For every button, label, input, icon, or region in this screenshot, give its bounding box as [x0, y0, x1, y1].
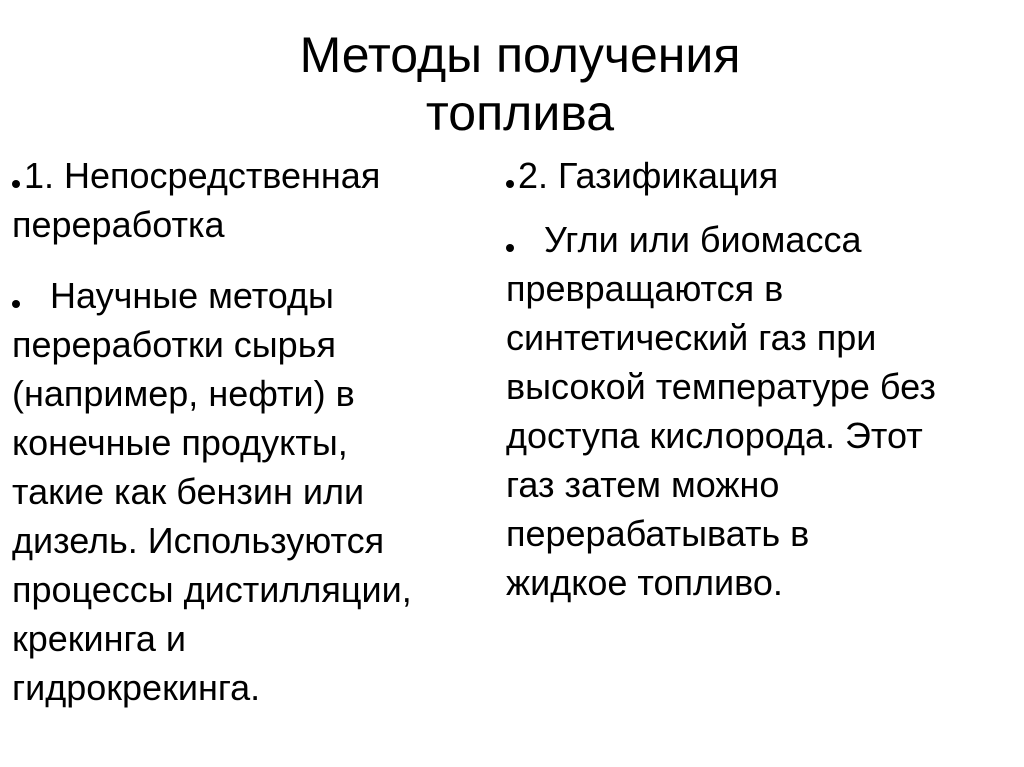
left-description-line: конечные продукты, [12, 422, 348, 463]
bullet-icon [12, 180, 20, 188]
right-heading-line-1: 2. Газификация [518, 155, 779, 196]
slide-title [180, 26, 860, 142]
left-description-line: гидрокрекинга. [12, 667, 261, 708]
right-description-line: доступа кислорода. Этот [506, 415, 923, 456]
right-description-line: газ затем можно [506, 464, 780, 505]
right-description [506, 215, 1021, 607]
left-description [12, 271, 512, 712]
left-heading [12, 151, 512, 249]
bullet-icon [12, 300, 20, 308]
left-description-line: (например, нефти) в [12, 373, 355, 414]
right-description-line: перерабатывать в [506, 513, 810, 554]
bullet-icon [506, 244, 514, 252]
right-column [506, 151, 1021, 607]
left-description-line: переработки сырья [12, 324, 336, 365]
left-column [12, 151, 512, 712]
left-description-line: такие как бензин или [12, 471, 365, 512]
left-heading-line-2: переработка [12, 204, 225, 245]
right-description-line: превращаются в [506, 268, 784, 309]
right-description-line: высокой температуре без [506, 366, 936, 407]
slide-title-line-2: топлива [425, 85, 615, 141]
left-description-line: крекинга и [12, 618, 187, 659]
right-description-line: жидкое топливо. [506, 562, 783, 603]
right-description-line: Угли или биомасса [544, 219, 862, 260]
left-description-line: дизель. Используются [12, 520, 385, 561]
left-heading-line-1: 1. Непосредственная [24, 155, 381, 196]
slide-title-line-1: Методы получения [299, 27, 741, 83]
left-description-line: Научные методы [50, 275, 334, 316]
bullet-icon [506, 180, 514, 188]
left-description-line: процессы дистилляции, [12, 569, 412, 610]
right-description-line: синтетический газ при [506, 317, 877, 358]
right-heading [506, 151, 1021, 200]
